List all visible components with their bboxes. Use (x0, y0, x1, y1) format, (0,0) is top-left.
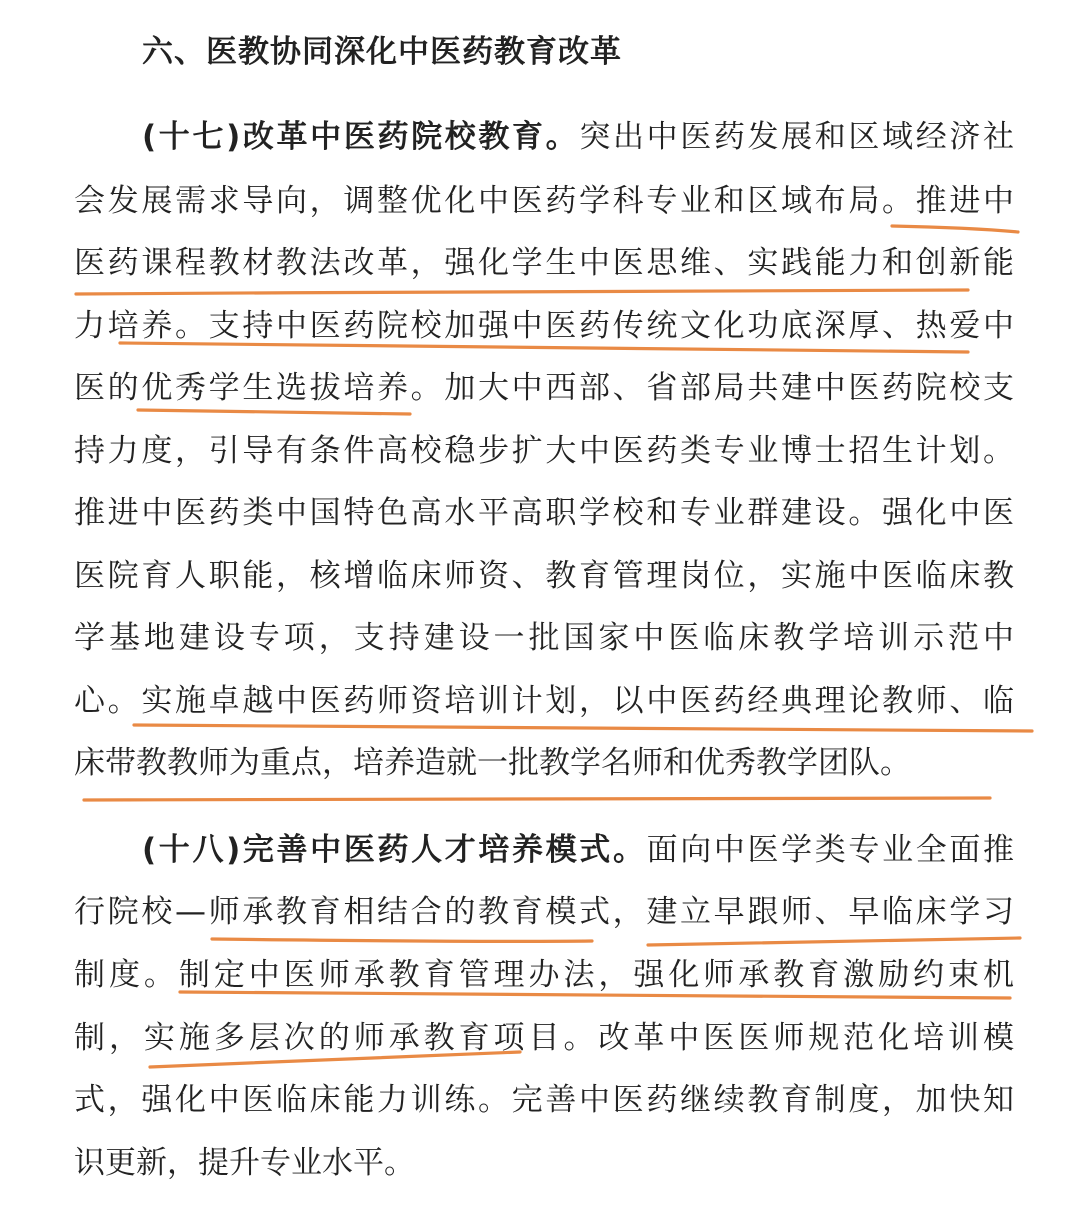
section18-line-4: 制，实施多层次的师承教育项目。改革中医医师规范化培训模 (74, 1020, 1014, 1056)
section18-line-2: 行院校—师承教育相结合的教育模式，建立早跟师、早临床学习 (74, 894, 1014, 930)
section18-lead: (十八)完善中医药人才培养模式。 (142, 832, 647, 868)
section18-line-3: 制度。制定中医师承教育管理办法，强化师承教育激励约束机 (74, 957, 1014, 993)
section17-line-2: 会发展需求导向，调整优化中医药学科专业和区域布局。推进中 (74, 183, 1014, 219)
underline-stroke (84, 798, 990, 800)
section17-line-11: 床带教教师为重点，培养造就一批教学名师和优秀教学团队。 (74, 745, 911, 781)
section-heading: 六、医教协同深化中医药教育改革 (142, 34, 622, 70)
section17-line-5: 医的优秀学生选拔培养。加大中西部、省部局共建中医药院校支 (74, 370, 1014, 406)
section17-line-6: 持力度，引导有条件高校稳步扩大中医药类专业博士招生计划。 (74, 433, 1014, 469)
section18-line-6: 识更新，提升专业水平。 (74, 1145, 415, 1181)
underline-stroke (76, 290, 968, 294)
section17-line-1 (142, 115, 1014, 159)
underline-stroke (134, 725, 1032, 731)
underline-stroke (212, 939, 592, 941)
section17-line-10: 心。实施卓越中医药师资培训计划，以中医药经典理论教师、临 (74, 683, 1014, 719)
section17-line-4: 力培养。支持中医药院校加强中医药传统文化功底深厚、热爱中 (74, 308, 1014, 344)
section18-line-1-text: 面向中医学类专业全面推 (646, 832, 1014, 868)
section17-line-8: 医院育人职能，核增临床师资、教育管理岗位，实施中医临床教 (74, 558, 1014, 594)
underline-stroke (648, 938, 1020, 945)
section17-line-9: 学基地建设专项，支持建设一批国家中医临床教学培训示范中 (74, 620, 1014, 656)
section17-lead: (十七)改革中医药院校教育。 (142, 119, 580, 155)
underline-stroke (138, 410, 410, 414)
section17-line-3: 医药课程教材教法改革，强化学生中医思维、实践能力和创新能 (74, 245, 1014, 281)
section18-line-5: 式，强化中医临床能力训练。完善中医药继续教育制度，加快知 (74, 1082, 1014, 1118)
section18-line-1 (142, 828, 1014, 872)
underline-stroke (892, 226, 1018, 232)
section17-line-7: 推进中医药类中国特色高水平高职学校和专业群建设。强化中医 (74, 495, 1014, 531)
section17-line-1-text: 突出中医药发展和区域经济社 (579, 119, 1014, 155)
